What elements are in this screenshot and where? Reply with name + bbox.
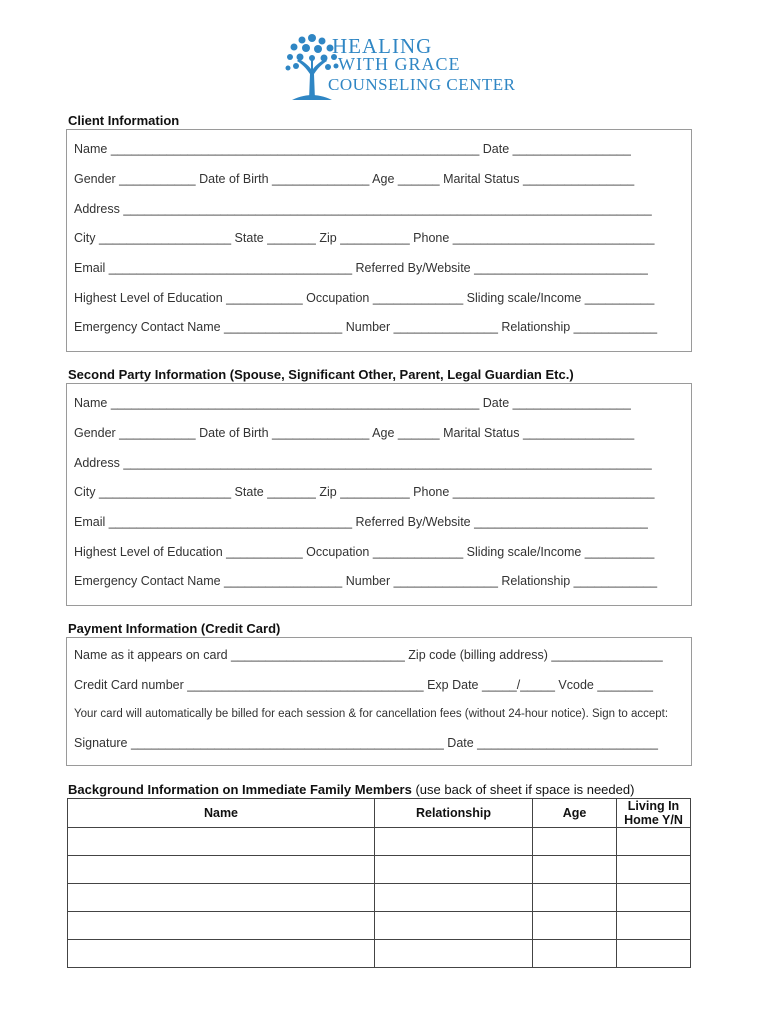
logo-text-line1: HEALING — [332, 34, 433, 58]
table-row — [68, 884, 691, 912]
age-cell[interactable] — [533, 912, 617, 940]
name-cell[interactable] — [68, 884, 375, 912]
family-title — [68, 782, 634, 797]
relationship-cell[interactable] — [375, 884, 533, 912]
second-party-title: Second Party Information (Spouse, Significant Other, Parent, Legal Guardian Etc.) — [68, 367, 574, 382]
living-cell[interactable] — [617, 856, 691, 884]
header-living-in: Living In — [627, 799, 680, 813]
age-cell[interactable] — [533, 856, 617, 884]
header-name: Name — [68, 799, 375, 828]
second-address-row[interactable]: Address ____________________________________________________________________________ — [74, 456, 652, 470]
card-number-row[interactable]: Credit Card number __________________________________ Exp Date _____/_____ Vcode ________ — [74, 678, 653, 692]
second-email-row[interactable]: Email ___________________________________ Referred By/Website _________________________ — [74, 515, 648, 529]
family-note: (use back of sheet if space is needed) — [415, 782, 635, 797]
client-city-row[interactable]: City ___________________ State _______ Zip __________ Phone _____________________________ — [74, 231, 655, 245]
second-education-row[interactable]: Highest Level of Education ___________ Occupation _____________ Sliding scale/Income __________ — [74, 545, 655, 559]
relationship-cell[interactable] — [375, 828, 533, 856]
client-name-row[interactable]: Name _____________________________________________________ Date _________________ — [74, 142, 631, 156]
client-education-row[interactable]: Highest Level of Education ___________ Occupation _____________ Sliding scale/Income __________ — [74, 291, 655, 305]
billing-notice: Your card will automatically be billed for each session & for cancellation fees (without 24-hour notice). Sign to accept: — [74, 708, 669, 720]
payment-info-box — [66, 637, 692, 766]
table-row — [68, 912, 691, 940]
name-cell[interactable] — [68, 912, 375, 940]
family-table — [67, 798, 691, 968]
living-cell[interactable] — [617, 884, 691, 912]
second-emergency-row[interactable]: Emergency Contact Name _________________ Number _______________ Relationship ____________ — [74, 574, 658, 588]
header-living-in-home — [617, 799, 691, 828]
second-gender-row[interactable]: Gender ___________ Date of Birth ______________ Age ______ Marital Status ________________ — [74, 426, 635, 440]
second-party-box — [66, 383, 692, 606]
living-cell[interactable] — [617, 912, 691, 940]
name-cell[interactable] — [68, 940, 375, 968]
header-home-yn: Home Y/N — [624, 813, 683, 827]
family-header-row — [68, 799, 691, 828]
table-row — [68, 856, 691, 884]
age-cell[interactable] — [533, 940, 617, 968]
table-row — [68, 828, 691, 856]
relationship-cell[interactable] — [375, 856, 533, 884]
client-info-title: Client Information — [68, 113, 180, 128]
client-gender-row[interactable]: Gender ___________ Date of Birth ______________ Age ______ Marital Status ________________ — [74, 172, 635, 186]
second-name-row[interactable]: Name _____________________________________________________ Date _________________ — [74, 396, 631, 410]
relationship-cell[interactable] — [375, 912, 533, 940]
logo — [282, 30, 516, 102]
payment-info-title: Payment Information (Credit Card) — [68, 621, 281, 636]
client-emergency-row[interactable]: Emergency Contact Name _________________ Number _______________ Relationship ____________ — [74, 320, 658, 334]
living-cell[interactable] — [617, 828, 691, 856]
header-relationship: Relationship — [375, 799, 533, 828]
logo-text-line3: COUNSELING CENTER — [328, 75, 516, 94]
age-cell[interactable] — [533, 884, 617, 912]
client-email-row[interactable]: Email ___________________________________ Referred By/Website _________________________ — [74, 261, 648, 275]
relationship-cell[interactable] — [375, 940, 533, 968]
living-cell[interactable] — [617, 940, 691, 968]
table-row — [68, 940, 691, 968]
signature-row[interactable]: Signature _____________________________________________ Date __________________________ — [74, 736, 658, 750]
logo-text-line2: WITH GRACE — [338, 54, 461, 74]
age-cell[interactable] — [533, 828, 617, 856]
client-address-row[interactable]: Address ____________________________________________________________________________ — [74, 202, 652, 216]
card-name-row[interactable]: Name as it appears on card _________________________ Zip code (billing address) ________________ — [74, 648, 663, 662]
name-cell[interactable] — [68, 828, 375, 856]
header-age: Age — [533, 799, 617, 828]
second-city-row[interactable]: City ___________________ State _______ Zip __________ Phone _____________________________ — [74, 485, 655, 499]
client-info-box — [66, 129, 692, 352]
family-title-text: Background Information on Immediate Family Members — [68, 782, 412, 797]
name-cell[interactable] — [68, 856, 375, 884]
